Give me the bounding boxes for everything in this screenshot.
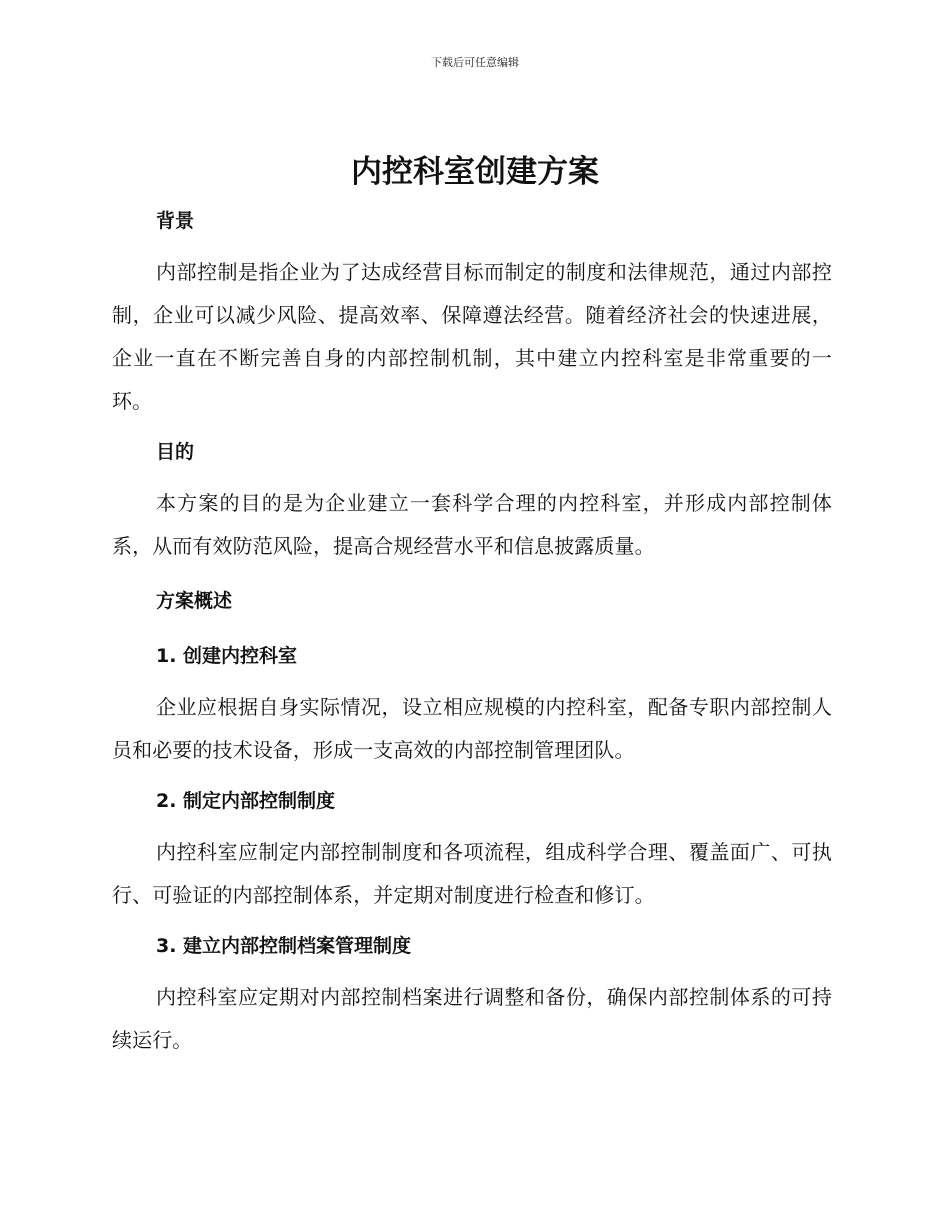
- section-heading-overview: 方案概述: [156, 590, 233, 612]
- section-heading-background: 背景: [156, 210, 195, 232]
- section-heading-control-system: 2. 制定内部控制制度: [156, 790, 336, 812]
- section-paragraph-archive-management: 内控科室应定期对内部控制档案进行调整和备份，确保内部控制体系的可持续运行。: [112, 985, 832, 1052]
- section-paragraph-create-office: 企业应根据自身实际情况，设立相应规模的内控科室，配备专职内部控制人员和必要的技术设备，形成一支高效的内部控制管理团队。: [112, 695, 832, 762]
- document-title: 内控科室创建方案: [351, 154, 599, 190]
- page-header-note: 下载后可任意编辑: [431, 56, 519, 69]
- section-heading-archive-management: 3. 建立内部控制档案管理制度: [156, 935, 412, 957]
- section-paragraph-control-system: 内控科室应制定内部控制制度和各项流程，组成科学合理、覆盖面广、可执行、可验证的内部控制体系，并定期对制度进行检查和修订。: [112, 840, 832, 907]
- document-body: [112, 200, 832, 1062]
- section-heading-create-office: 1. 创建内控科室: [156, 645, 298, 667]
- section-heading-purpose: 目的: [156, 441, 195, 463]
- section-paragraph-background: 内部控制是指企业为了达成经营目标而制定的制度和法律规范，通过内部控制，企业可以减少风险、提高效率、保障遵法经营。随着经济社会的快速进展，企业一直在不断完善自身的内部控制机制，其中建立内控科室是非常重要的一环。: [112, 260, 832, 413]
- section-paragraph-purpose: 本方案的目的是为企业建立一套科学合理的内控科室，并形成内部控制体系，从而有效防范风险，提高合规经营水平和信息披露质量。: [112, 491, 832, 558]
